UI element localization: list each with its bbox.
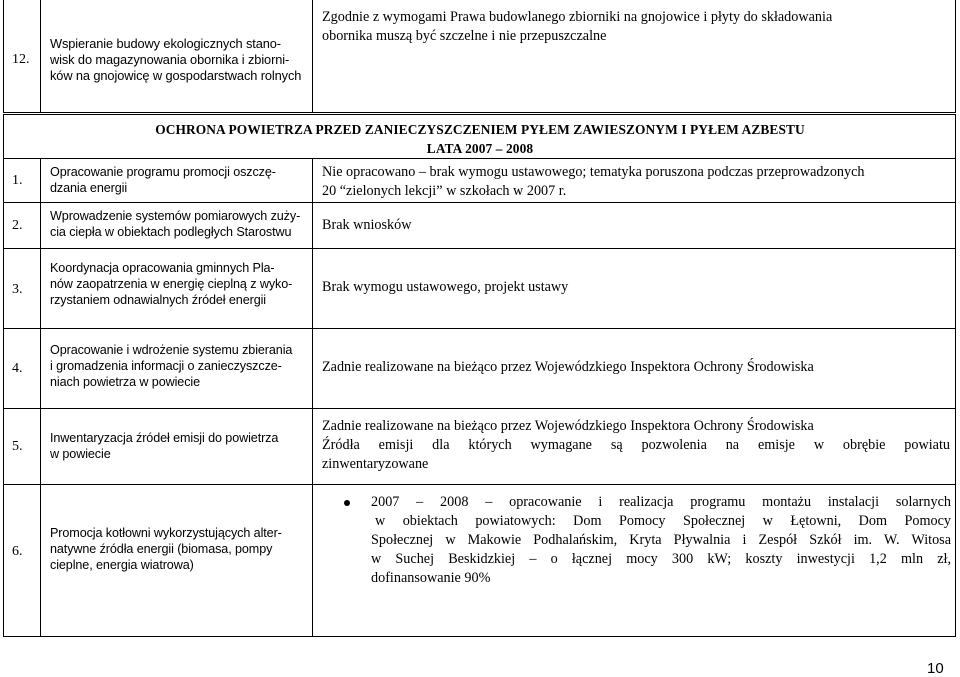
- table-border: [312, 0, 313, 112]
- task-line: i gromadzenia informacji o zanieczyszcze-: [50, 359, 282, 373]
- result-line: Zadnie realizowane na bieżąco przez Wojewódzkiego Inspektora Ochrony Środowiska: [322, 418, 814, 434]
- page-number: 10: [927, 660, 944, 677]
- table-border: [40, 0, 41, 112]
- row-number: 12.: [12, 52, 30, 67]
- table-border: [3, 328, 956, 329]
- result-line: zinwentaryzowane: [322, 456, 429, 472]
- result-cell: [322, 8, 950, 46]
- task-line: cieplne, energia wiatrowa): [50, 558, 194, 572]
- task-cell: [50, 525, 282, 573]
- task-cell: [50, 342, 292, 390]
- result-line: Zadnie realizowane na bieżąco przez Wojewódzkiego Inspektora Ochrony Środowiska: [322, 359, 814, 375]
- result-line: Źródła emisji dla których wymagane są pozwolenia na emisje w obrębie powiatu: [322, 437, 950, 453]
- task-line: natywne źródła energii (biomasa, pompy: [50, 542, 273, 556]
- task-cell: [50, 164, 276, 196]
- result-cell: [322, 417, 950, 474]
- table-border: [312, 158, 313, 636]
- task-line: cia ciepła w obiektach podległych Starostwu: [50, 225, 292, 239]
- table-border: [955, 114, 956, 637]
- table-border: [3, 484, 956, 485]
- task-line: Wprowadzenie systemów pomiarowych zuży-: [50, 209, 301, 223]
- table-border: [3, 114, 956, 115]
- result-line: dofinansowanie 90%: [371, 570, 491, 586]
- table-border: [3, 408, 956, 409]
- task-cell: [50, 208, 300, 240]
- row-number: 4.: [12, 361, 23, 376]
- row-number: 2.: [12, 218, 23, 233]
- table-border: [3, 114, 4, 637]
- result-line: Brak wymogu ustawowego, projekt ustawy: [322, 279, 569, 295]
- task-cell: [50, 36, 308, 84]
- row-number: 6.: [12, 544, 23, 559]
- result-line: obornika muszą być szczelne i nie przepuszczalne: [322, 28, 607, 44]
- result-line: 20 “zielonych lekcji” w szkołach w 2007 r.: [322, 183, 567, 199]
- table-border: [3, 202, 956, 203]
- row-number: 5.: [12, 439, 23, 454]
- row-number: 1.: [12, 173, 23, 188]
- table-border: [3, 0, 4, 112]
- table-border: [3, 636, 956, 637]
- table-border: [40, 158, 41, 636]
- result-cell: [322, 216, 411, 235]
- result-line: 2007 – 2008 – opracowanie i realizacja programu montażu instalacji solarnych: [371, 494, 951, 510]
- table-border: [3, 248, 956, 249]
- task-line: Opracowanie i wdrożenie systemu zbierania: [50, 343, 293, 357]
- table-border: [955, 0, 956, 112]
- task-line: wisk do magazynowania obornika i zbiorni-: [50, 52, 290, 67]
- result-cell: [371, 493, 951, 588]
- task-cell: [50, 260, 292, 308]
- task-line: niach powietrza w powiecie: [50, 375, 201, 389]
- task-line: ków na gnojowicę w gospodarstwach rolnych: [50, 68, 302, 83]
- table-border: [3, 112, 956, 113]
- result-line: w obiektach powiatowych: Dom Pomocy Społecznej w Łętowni, Dom Pomocy: [375, 513, 951, 529]
- table-border: [3, 158, 956, 159]
- bullet-icon: [344, 500, 350, 506]
- result-cell: [322, 358, 814, 377]
- result-line: Zgodnie z wymogami Prawa budowlanego zbiorniki na gnojowice i płyty do składowania: [322, 9, 833, 25]
- row-number: 3.: [12, 282, 23, 297]
- task-line: Promocja kotłowni wykorzystujących alter-: [50, 526, 282, 540]
- result-line: Społecznej w Makowie Podhalańskim, Kryta Pływalnia i Zespół Szkół im. W. Witosa: [371, 532, 951, 548]
- section-heading: [40, 120, 920, 158]
- task-line: Wspieranie budowy ekologicznych stano-: [50, 36, 281, 51]
- result-cell: [322, 163, 865, 201]
- task-line: rzystaniem odnawialnych źródeł energii: [50, 293, 267, 307]
- task-line: nów zaopatrzenia w energię cieplną z wyko-: [50, 277, 293, 291]
- task-cell: [50, 430, 278, 462]
- result-line: Nie opracowano – brak wymogu ustawowego; tematyka poruszona podczas przeprowadzonych: [322, 164, 865, 180]
- task-line: dzania energii: [50, 181, 128, 195]
- task-line: Opracowanie programu promocji oszczę-: [50, 165, 276, 179]
- result-cell: [322, 278, 568, 297]
- task-line: Koordynacja opracowania gminnych Pla-: [50, 261, 275, 275]
- task-line: w powiecie: [50, 447, 111, 461]
- result-line: w Suchej Beskidzkiej – o łącznej mocy 300 kW; koszty inwestycji 1,2 mln zł,: [371, 551, 951, 567]
- section-subtitle: LATA 2007 – 2008: [426, 141, 534, 156]
- task-line: Inwentaryzacja źródeł emisji do powietrza: [50, 431, 279, 445]
- section-title: OCHRONA POWIETRZA PRZED ZANIECZYSZCZENIEM PYŁEM ZAWIESZONYM I PYŁEM AZBESTU: [155, 122, 805, 137]
- result-line: Brak wniosków: [322, 217, 412, 233]
